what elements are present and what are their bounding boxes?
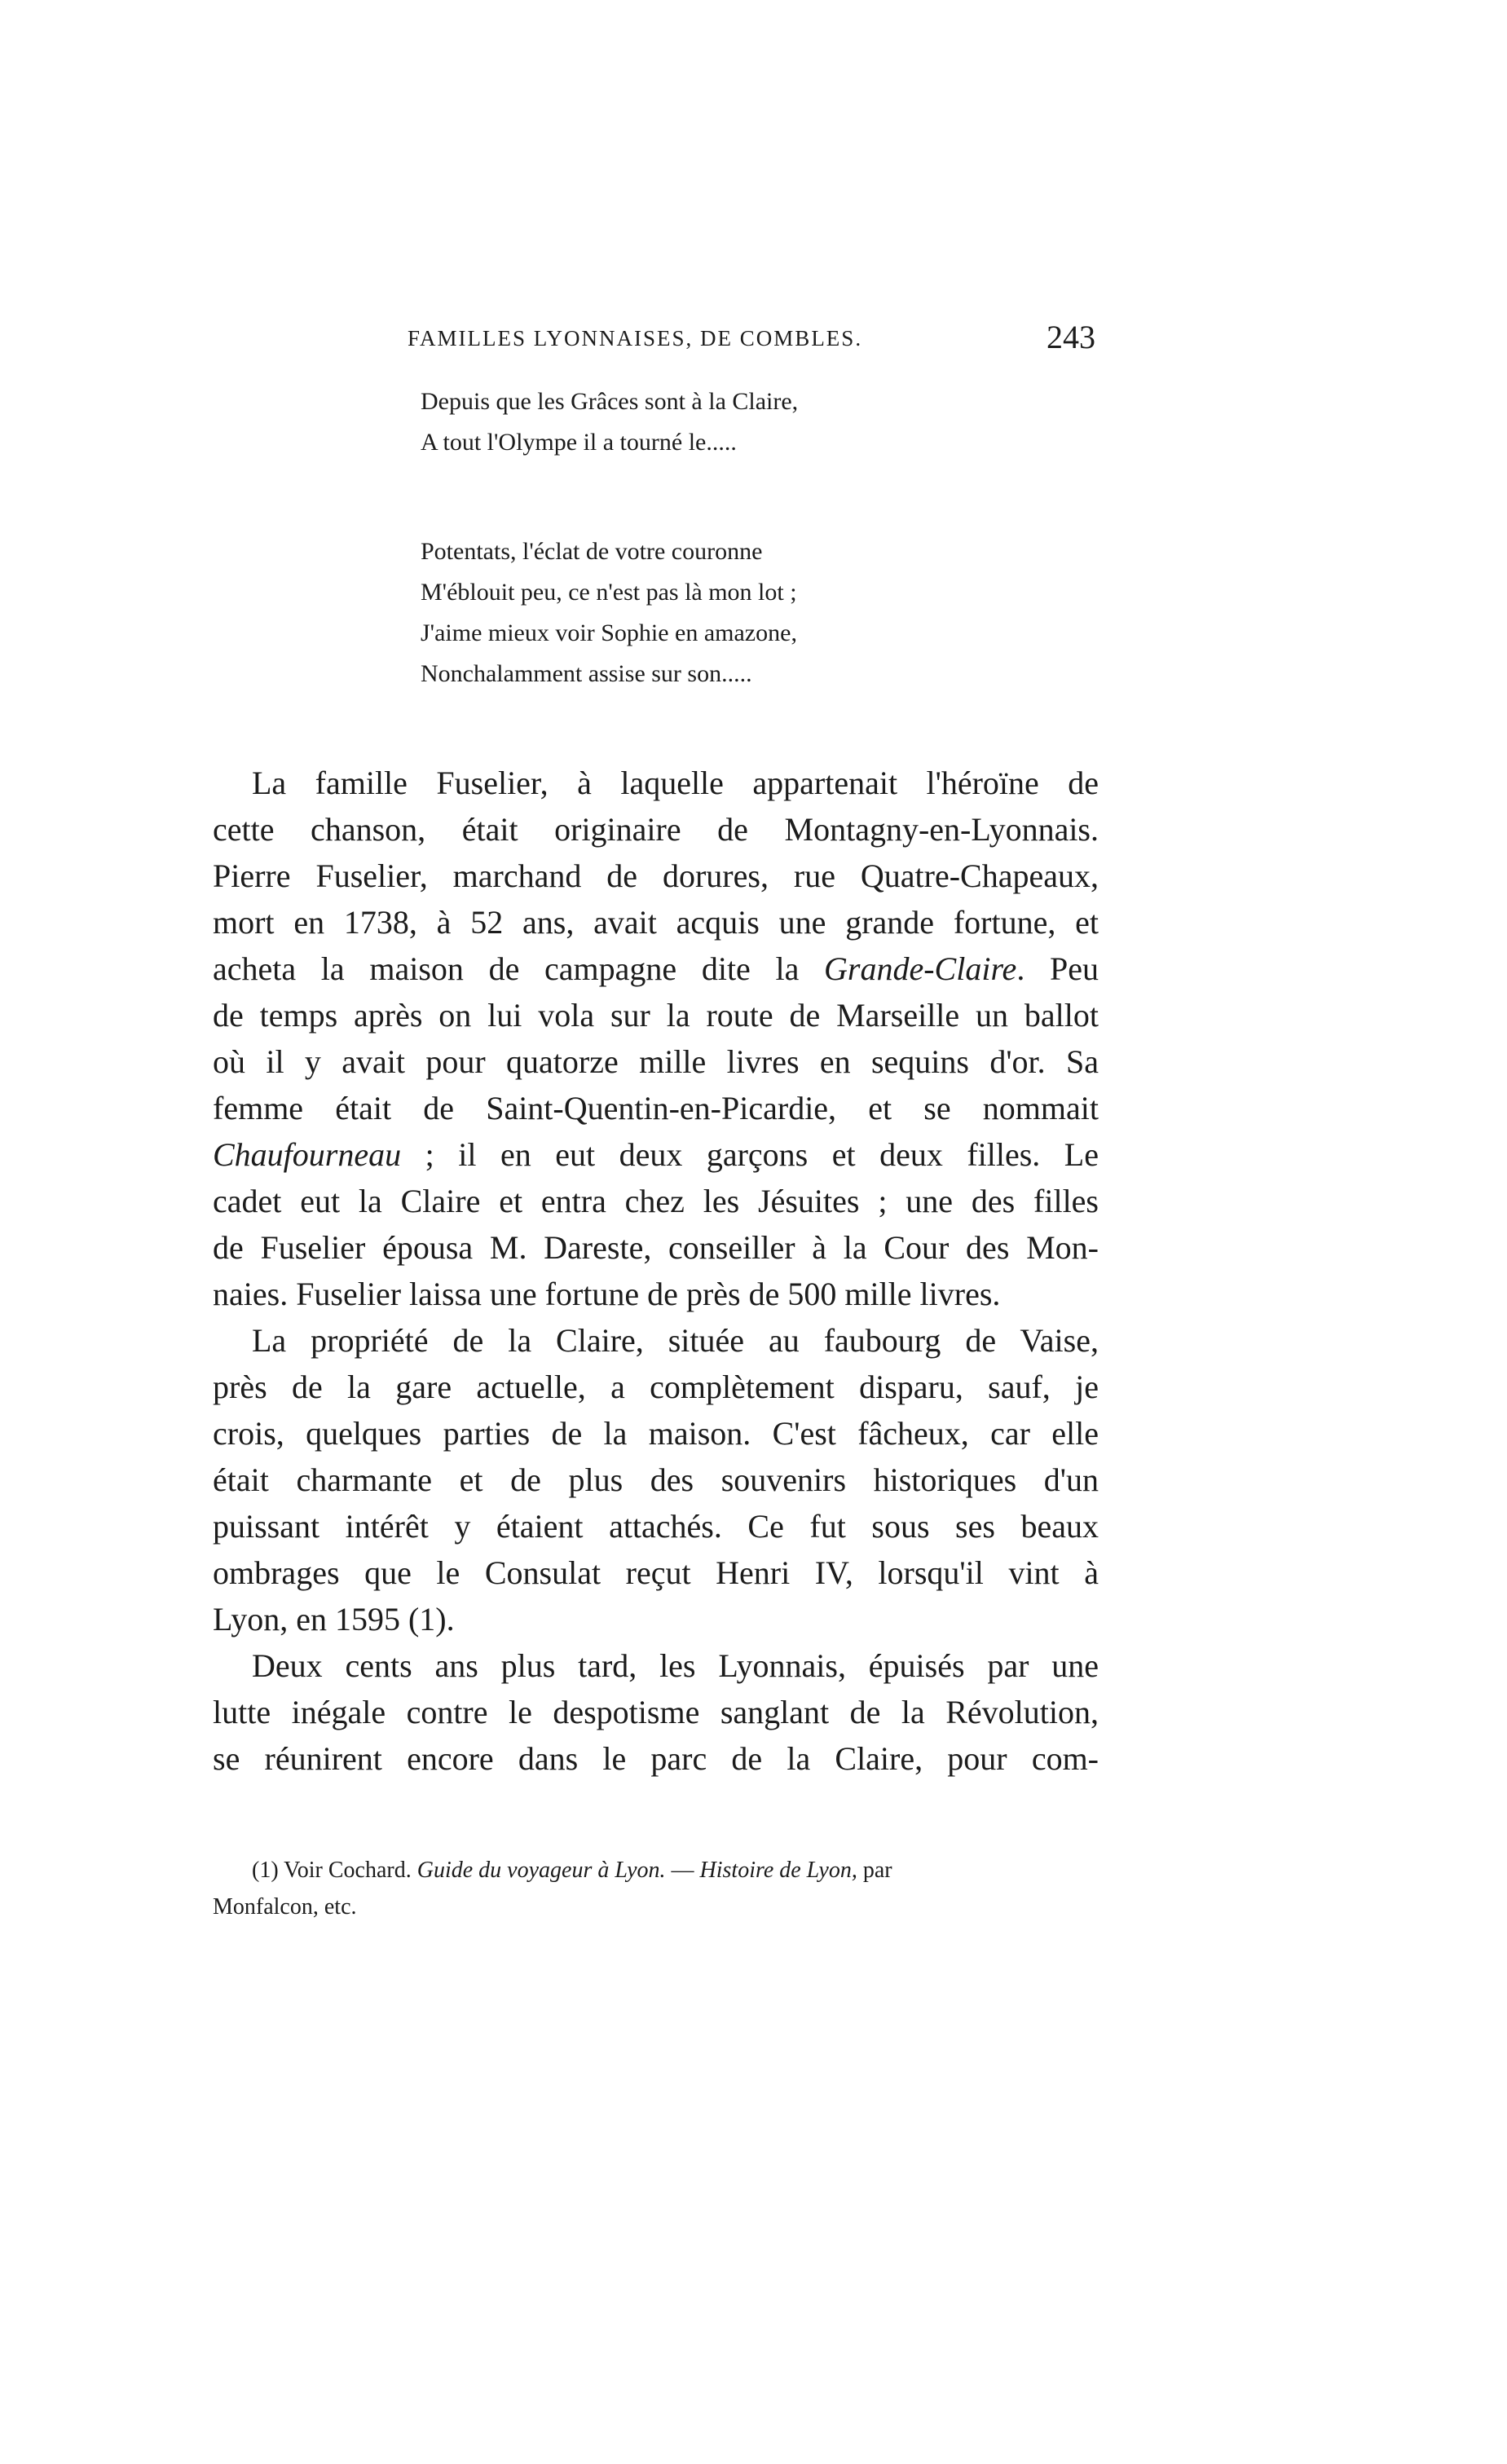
- footnote-author: Voir Cochard.: [284, 1858, 412, 1883]
- footnote-work-title: Guide du voyageur à Lyon.: [416, 1858, 666, 1883]
- verse-stanza-1: [421, 381, 798, 463]
- text-line: près de la gare actuelle, a complètement disparu, sauf, je: [213, 1369, 1099, 1405]
- text-line: [213, 1131, 1099, 1178]
- text-line: où il y avait pour quatorze mille livres en sequins d'or. Sa: [213, 1043, 1099, 1080]
- verse-line: M'éblouit peu, ce n'est pas là mon lot ;: [421, 579, 797, 606]
- text-line: mort en 1738, à 52 ans, avait acquis une grande fortune, et: [213, 904, 1099, 941]
- text-line: ombrages que le Consulat reçut Henri IV, lorsqu'il vint à: [213, 1554, 1099, 1591]
- footnote-text: par: [862, 1858, 892, 1883]
- text-line: crois, quelques parties de la maison. C'est fâcheux, car elle: [213, 1415, 1099, 1452]
- footnote-marker: (1): [252, 1858, 279, 1883]
- running-title: FAMILLES LYONNAISES, DE COMBLES.: [408, 326, 863, 350]
- text-line: lutte inégale contre le despotisme sanglant de la Révolution,: [213, 1694, 1099, 1730]
- text-segment: . Peu: [1016, 950, 1099, 987]
- body-text: [213, 760, 1099, 1782]
- text-line: Pierre Fuselier, marchand de dorures, rue Quatre-Chapeaux,: [213, 857, 1099, 894]
- text-line: puissant intérêt y étaient attachés. Ce fut sous ses beaux: [213, 1508, 1099, 1545]
- verse-line: Depuis que les Grâces sont à la Claire,: [421, 388, 799, 415]
- text-line: naies. Fuselier laissa une fortune de près de 500 mille livres.: [213, 1276, 1001, 1312]
- text-line: Lyon, en 1595 (1).: [213, 1601, 455, 1638]
- text-line: cette chanson, était originaire de Montagny-en-Lyonnais.: [213, 811, 1099, 848]
- running-head: [408, 318, 1141, 359]
- text-line: La propriété de la Claire, située au faubourg de Vaise,: [252, 1322, 1099, 1359]
- footnote-line: Monfalcon, etc.: [213, 1894, 357, 1920]
- page-number: 243: [1047, 319, 1095, 355]
- text-segment: ; il en eut deux garçons et deux filles. Le: [401, 1136, 1099, 1173]
- text-line: était charmante et de plus des souvenirs historiques d'un: [213, 1461, 1099, 1498]
- text-line: femme était de Saint-Quentin-en-Picardie, et se nommait: [213, 1090, 1099, 1126]
- verse-line: Nonchalamment assise sur son.....: [421, 660, 752, 687]
- text-segment: acheta la maison de campagne dite la: [213, 950, 825, 987]
- footnote: [213, 1852, 1099, 1925]
- verse-line: J'aime mieux voir Sophie en amazone,: [421, 619, 797, 646]
- text-line: Deux cents ans plus tard, les Lyonnais, épuisés par une: [252, 1647, 1099, 1684]
- text-line: de temps après on lui vola sur la route de Marseille un ballot: [213, 997, 1099, 1034]
- text-line: La famille Fuselier, à laquelle appartenait l'héroïne de: [252, 765, 1099, 801]
- text-line: de Fuselier épousa M. Dareste, conseiller à la Cour des Mon-: [213, 1229, 1099, 1266]
- text-line: cadet eut la Claire et entra chez les Jésuites ; une des filles: [213, 1183, 1099, 1219]
- text-line: [213, 945, 1099, 992]
- text-line: se réunirent encore dans le parc de la Claire, pour com-: [213, 1740, 1099, 1777]
- italic-surname: Chaufourneau: [213, 1136, 402, 1173]
- footnote-line: [213, 1852, 1099, 1889]
- verse-stanza-2: [421, 531, 797, 694]
- verse-line: A tout l'Olympe il a tourné le.....: [421, 429, 737, 456]
- footnote-work-title: Histoire de Lyon,: [699, 1858, 857, 1883]
- italic-place-name: Grande-Claire: [824, 950, 1017, 987]
- verse-line: Potentats, l'éclat de votre couronne: [421, 538, 763, 565]
- footnote-dash: —: [671, 1858, 694, 1883]
